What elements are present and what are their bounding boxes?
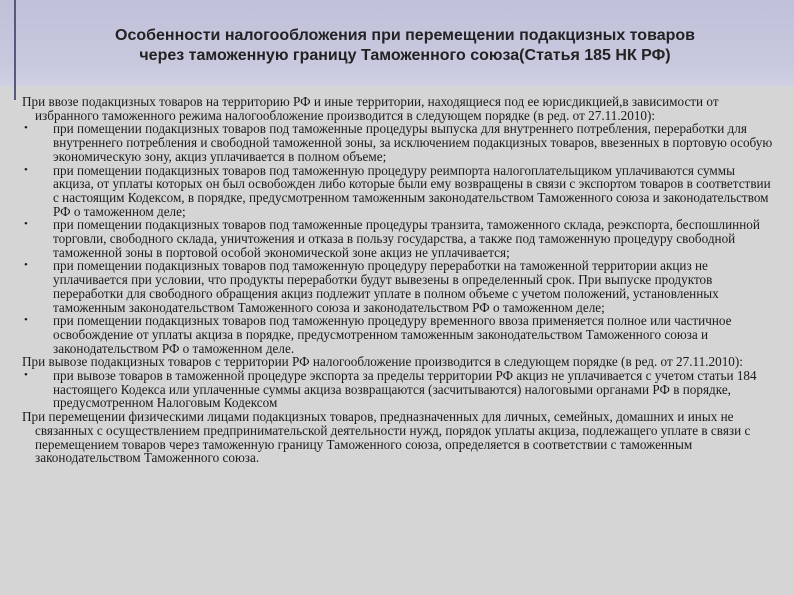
import-item [22, 259, 777, 314]
individuals-paragraph: При перемещении физическими лицами подакцизных товаров, предназначенных для личных, семейных, домашних и иных не связанных с осуществлением предпринимательской деятельности нужд, порядок уплаты акциза, подлежащего уплате в связи с перемещением товаров через таможенную границу Таможенного союза, определяется в соответствии с таможенным законодательством Таможенного союза. [22, 409, 751, 466]
import-intro: При ввозе подакцизных товаров на территорию РФ и иные территории, находящиеся под ее юрисдикцией,в зависимости от избранного таможенного режима налогообложение производится в следующем порядке (в ред. от 27.11.2010): [22, 94, 719, 123]
import-item-text: при помещении подакцизных товаров под таможенную процедуру реимпорта налогоплательщиком уплачиваются суммы акциза, от уплаты которых он был освобожден либо которые были ему возвращены в связи с экспортом товаров в соответствии с настоящим Кодексом, в порядке, предусмотренном таможенным законодательством Таможенного союза и законодательством РФ о таможенном деле; [53, 162, 771, 219]
bullet-icon: • [24, 122, 28, 135]
export-item-text: при вывозе товаров в таможенной процедуре экспорта за пределы территории РФ акциз не уплачивается с учетом статьи 184 настоящего Кодекса или уплаченные суммы акциза возвращаются (засчитываются) налоговыми органами РФ в порядке, предусмотренном Налоговым Кодексом [53, 368, 757, 411]
bullet-icon: • [24, 369, 28, 382]
import-item-text: при помещении подакцизных товаров под таможенную процедуру временного ввоза применяется полное или частичное освобождение от уплаты акциза в порядке, предусмотренном таможенным законодательством Таможенного союза и законодательством РФ о таможенном деле. [53, 313, 732, 356]
left-accent-rule [14, 0, 16, 100]
import-item-text: при помещении подакцизных товаров под таможенные процедуры транзита, таможенного склада, реэкспорта, беспошлинной торговли, свободного склада, уничтожения и отказа в пользу государства, а также под таможенную процедуру свободной таможенной зоны в портовой особой экономической зоне акциз не уплачивается; [53, 217, 760, 260]
import-item [22, 314, 777, 355]
import-item [22, 164, 777, 219]
export-intro: При вывозе подакцизных товаров с территории РФ налогообложение производится в следующем порядке (в ред. от 27.11.2010): [22, 354, 743, 370]
import-item [22, 122, 777, 163]
bullet-icon: • [24, 163, 28, 176]
import-item-text: при помещении подакцизных товаров под таможенные процедуры выпуска для внутреннего потребления, переработки для внутреннего потребления и свободной таможенной зоны, за исключением подакцизных товаров, ввезенных в портовую особую экономическую зону, акциз уплачивается в полном объеме; [53, 121, 773, 164]
bullet-icon: • [24, 314, 28, 327]
import-item-text: при помещении подакцизных товаров под таможенную процедуру переработки на таможенной территории акциз не уплачивается при условии, что продукты переработки будут вывезены в определенный срок. При выпуске продуктов переработки для свободного обращения акциз подлежит уплате в полном объеме с учетом положений, установленных таможенным законодательством Таможенного союза и законодательством РФ о таможенном деле; [53, 258, 719, 315]
slide-title [40, 26, 770, 66]
slide-title-line-1: Особенности налогообложения при перемещении подакцизных товаров [115, 27, 695, 44]
export-item [22, 369, 777, 410]
import-item [22, 218, 777, 259]
slide-body [22, 95, 777, 465]
slide-title-line-2: через таможенную границу Таможенного союза(Статья 185 НК РФ) [139, 47, 671, 64]
bullet-icon: • [24, 218, 28, 231]
bullet-icon: • [24, 259, 28, 272]
